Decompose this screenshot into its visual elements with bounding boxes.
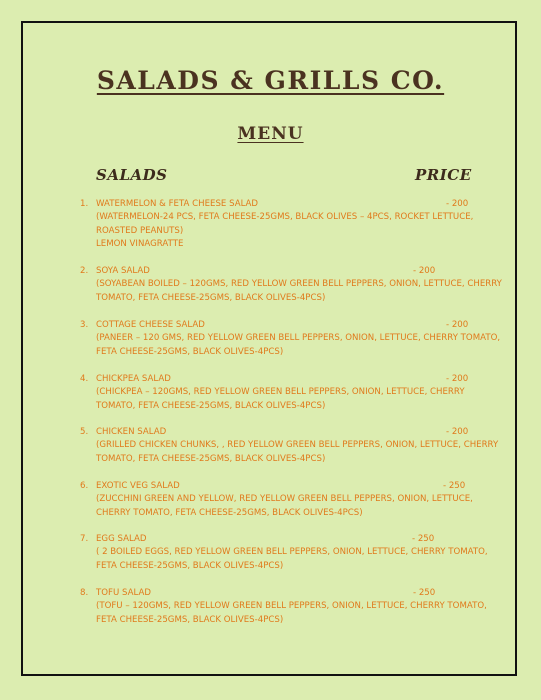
item-name: EXOTIC VEG SALAD — [96, 481, 180, 491]
item-name: EGG SALAD — [96, 534, 147, 544]
item-price: - 250 — [412, 534, 435, 544]
item-price: - 200 — [446, 199, 469, 209]
item-name: CHICKEN SALAD — [96, 427, 167, 437]
item-description: (TOFU – 120GMS, RED YELLOW GREEN BELL PEPPERS, ONION, LETTUCE, CHERRY TOMATO, FETA CHEESE-25GMS, BLACK OLIVES-4PCS) — [96, 601, 487, 625]
item-name: COTTAGE CHEESE SALAD — [96, 320, 205, 330]
item-name: TOFU SALAD — [96, 588, 151, 598]
item-description: (CHICKPEA – 120GMS, RED YELLOW GREEN BELL PEPPERS, ONION, LETTUCE, CHERRY TOMATO, FETA CHEESE-25GMS, BLACK OLIVES-4PCS) — [96, 387, 465, 411]
item-price: - 200 — [413, 266, 436, 276]
item-price: - 250 — [413, 588, 436, 598]
item-number: 6. — [80, 481, 89, 491]
item-description: ( 2 BOILED EGGS, RED YELLOW GREEN BELL PEPPERS, ONION, LETTUCE, CHERRY TOMATO, FETA CHEESE-25GMS, BLACK OLIVES-4PCS) — [96, 547, 488, 571]
menu-heading: MENU — [237, 124, 304, 144]
item-price: - 200 — [446, 320, 469, 330]
item-description: (ZUCCHINI GREEN AND YELLOW, RED YELLOW GREEN BELL PEPPERS, ONION, LETTUCE, CHERRY TOMATO, FETA CHEESE-25GMS, BLACK OLIVES-4PCS) — [96, 494, 473, 518]
salads-column-header: SALADS — [96, 166, 168, 184]
item-number: 5. — [80, 427, 89, 437]
item-number: 2. — [80, 266, 89, 276]
item-number: 7. — [80, 534, 89, 544]
item-name: WATERMELON & FETA CHEESE SALAD — [96, 199, 259, 209]
item-price: - 250 — [443, 481, 466, 491]
item-number: 1. — [80, 199, 89, 209]
item-name: CHICKPEA SALAD — [96, 374, 171, 384]
item-description: (WATERMELON-24 PCS, FETA CHEESE-25GMS, BLACK OLIVES – 4PCS, ROCKET LETTUCE, ROASTED PEANUTS) LEMON VINAGRATTE — [96, 212, 474, 250]
item-number: 4. — [80, 374, 89, 384]
item-name: SOYA SALAD — [96, 266, 150, 276]
item-description: (PANEER – 120 GMS, RED YELLOW GREEN BELL PEPPERS, ONION, LETTUCE, CHERRY TOMATO, FETA CHEESE-25GMS, BLACK OLIVES-4PCS) — [96, 333, 501, 357]
item-price: - 200 — [446, 374, 469, 384]
item-price: - 200 — [446, 427, 469, 437]
item-description: (GRILLED CHICKEN CHUNKS, , RED YELLOW GREEN BELL PEPPERS, ONION, LETTUCE, CHERRY TOMATO, FETA CHEESE-25GMS, BLACK OLIVES-4PCS) — [96, 440, 499, 464]
restaurant-title: SALADS & GRILLS CO. — [96, 66, 445, 95]
item-number: 8. — [80, 588, 89, 598]
price-column-header: PRICE — [415, 166, 472, 184]
item-description: (SOYABEAN BOILED – 120GMS, RED YELLOW GREEN BELL PEPPERS, ONION, LETTUCE, CHERRY TOMATO, FETA CHEESE-25GMS, BLACK OLIVES-4PCS) — [96, 279, 502, 303]
item-number: 3. — [80, 320, 89, 330]
